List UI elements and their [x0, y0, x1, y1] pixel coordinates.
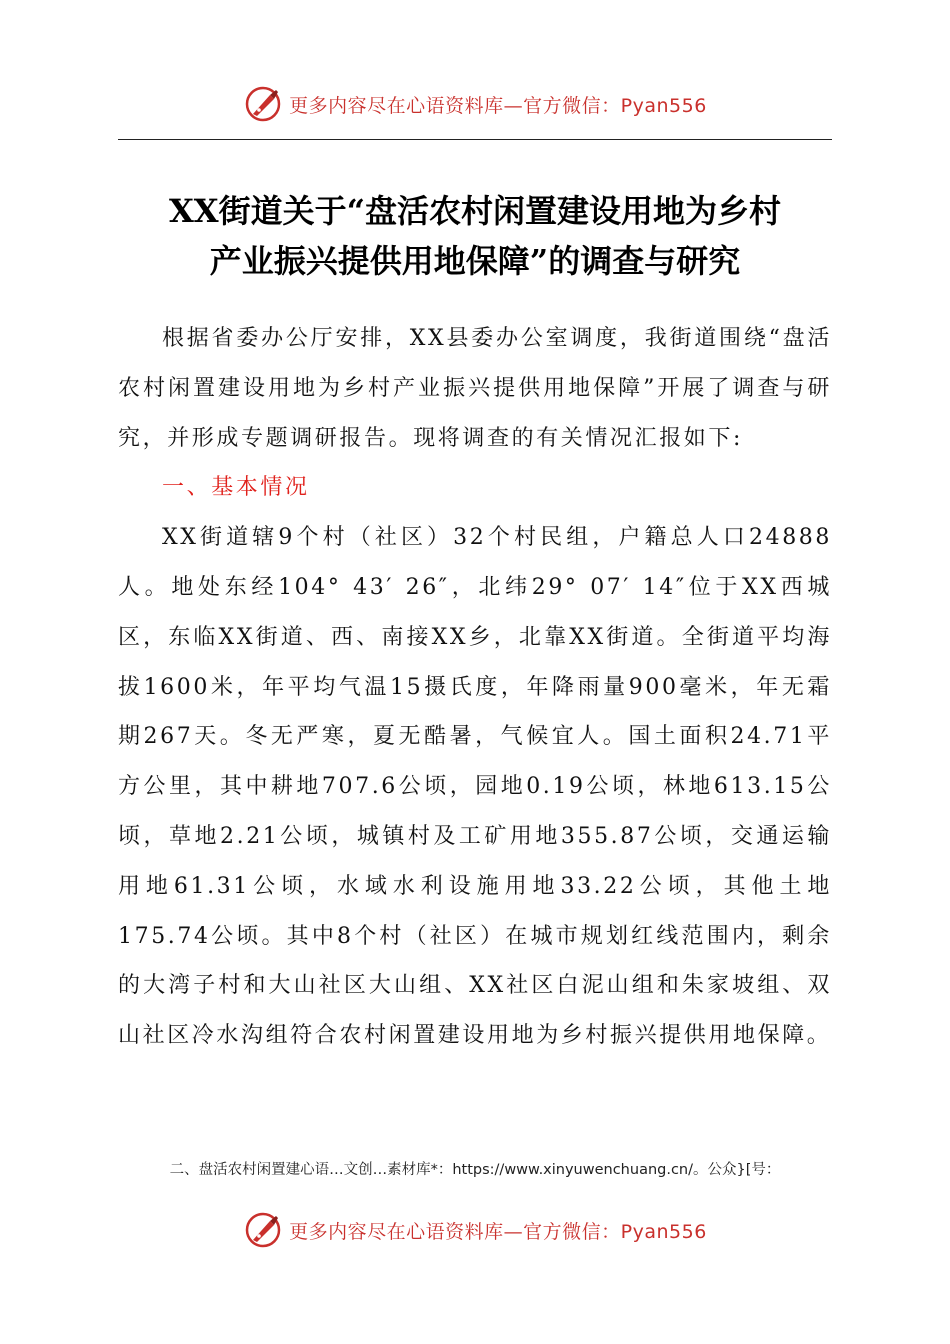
footnote-line: 二、盘活农村闲置建心语…文创…素材库*：https://www.xinyuwenchuang.cn/。公众}[号： [169, 1162, 781, 1178]
title-line-2: 产业振兴提供用地保障”的调查与研究 [209, 242, 741, 280]
header-banner [0, 82, 950, 126]
document-body [118, 314, 832, 1061]
banner-text: 更多内容尽在心语资料库—官方微信：Pyan556 [289, 94, 707, 117]
header-divider [118, 139, 832, 140]
intro-paragraph: 根据省委办公厅安排，XX县委办公室调度，我街道围绕“盘活农村闲置建设用地为乡村产业振兴提供用地保障”开展了调查与研究，并形成专题调研报告。现将调查的有关情况汇报如下: [118, 326, 832, 451]
pen-nib-logo-icon [243, 84, 283, 124]
section-heading-basic-info: 一、基本情况 [162, 475, 310, 501]
basic-info-paragraph: XX街道辖9个村（社区）32个村民组，户籍总人口24888人。地处东经104° 43′ 26″，北纬29° 07′ 14″位于XX西城区，东临XX街道、西、南接XX乡，北靠XX街道。全街道平均海拔1600米，年平均气温15摄氏度，年降雨量900毫米，年无霜期267天。冬无严寒，夏无酷暑，气候宜人。国土面积24.71平方公里，其中耕地707.6公顷，园地0.19公顷，林地613.15公顷，草地2.21公顷，城镇村及工矿用地355.87公顷，交通运输用地61.31公顷，水域水利设施用地33.22公顷，其他土地175.74公顷。其中8个村（社区）在城市规划红线范围内，剩余的大湾子村和大山社区大山组、XX社区白泥山组和朱家坡组、双山社区冷水沟组符合农村闲置建设用地为乡村振兴提供用地保障。 [118, 525, 832, 1049]
banner-text: 更多内容尽在心语资料库—官方微信：Pyan556 [289, 1220, 707, 1243]
document-title [118, 186, 832, 286]
title-line-1: XX街道关于“盘活农村闲置建设用地为乡村 [168, 192, 782, 230]
pen-nib-logo-icon [243, 1210, 283, 1250]
footer-banner [0, 1208, 950, 1252]
